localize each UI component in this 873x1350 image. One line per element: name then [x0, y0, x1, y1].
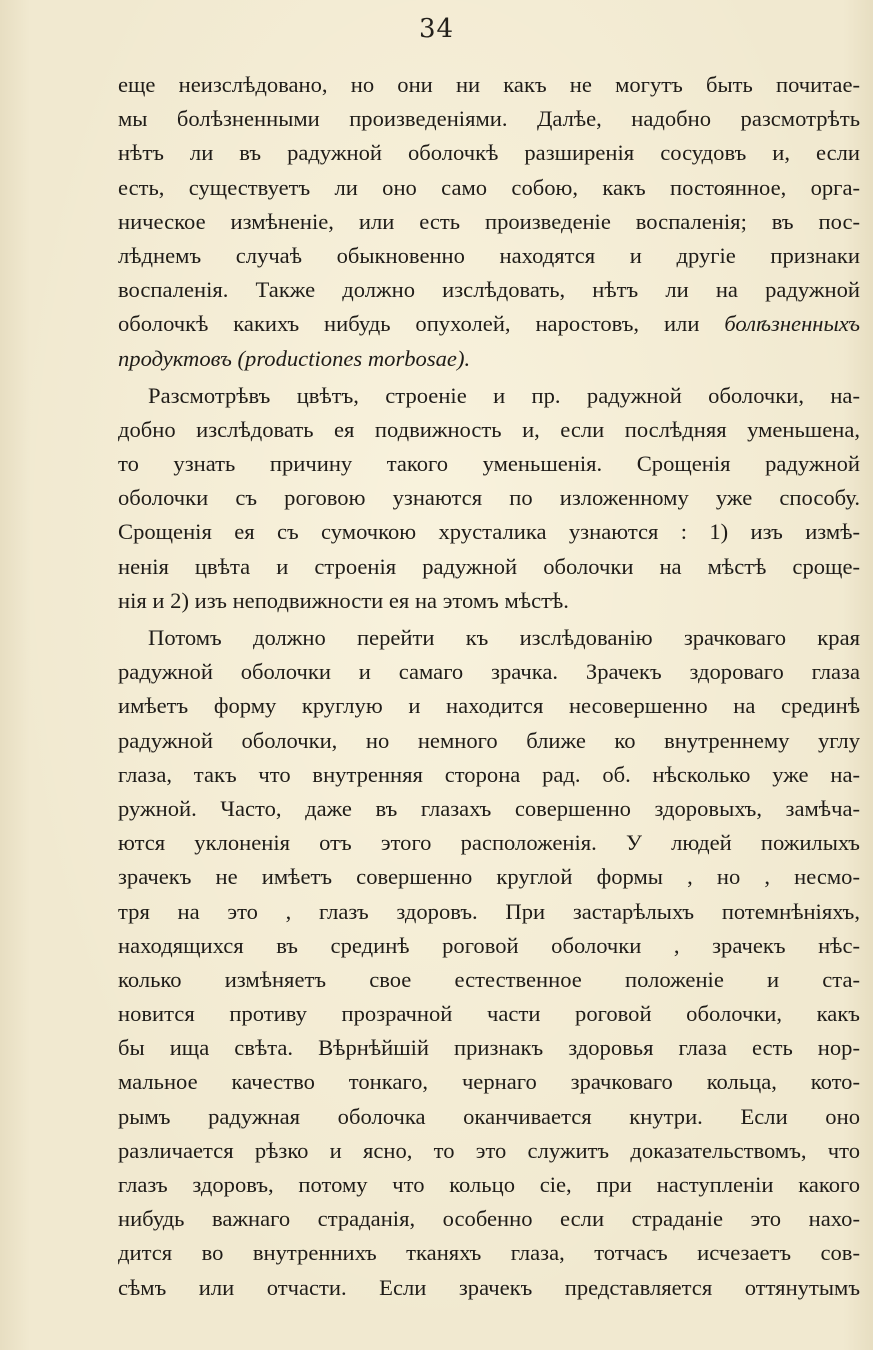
- text-line: радужной оболочки, но немного ближе ко внутреннему углу: [118, 727, 860, 753]
- text-line: еще неизслѣдовано, но они ни какъ не могутъ быть почитае-: [118, 72, 860, 97]
- text-line: нія и 2) изъ неподвижности ея на этомъ мѣстѣ.: [118, 587, 569, 613]
- text-line: различается рѣзко и ясно, то это служитъ доказательствомъ, что: [118, 1137, 860, 1163]
- text-line: воспаленія. Также должно изслѣдовать, нѣтъ ли на радужной: [118, 277, 860, 303]
- text-line: глаза, такъ что внутренняя сторона рад. об. нѣсколько уже на-: [118, 761, 860, 787]
- text-line: зрачекъ не имѣетъ совершенно круглой формы , но , несмо-: [118, 864, 860, 890]
- text-line-italic: продуктовъ (productiones morbosae).: [118, 345, 471, 371]
- text-line: мальное качество тонкаго, чернаго зрачковаго кольца, кото-: [118, 1069, 860, 1095]
- text-line: Разсмотрѣвъ цвѣтъ, строеніе и пр. радужной оболочки, на-: [148, 382, 860, 408]
- paragraph-3: [118, 621, 860, 1305]
- text-line: ружной. Часто, даже въ глазахъ совершенно здоровыхъ, замѣча-: [118, 795, 860, 821]
- text-line: оболочки съ роговою узнаются по изложенному уже способу.: [118, 485, 860, 511]
- paragraph-1: [118, 68, 860, 376]
- text-line: новится противу прозрачной части роговой оболочки, какъ: [118, 1001, 860, 1027]
- page-number: 34: [418, 14, 455, 44]
- text-line: ются уклоненія отъ этого расположенія. У людей пожилыхъ: [118, 830, 860, 856]
- text-line: имѣетъ форму круглую и находится несовершенно на срединѣ: [118, 693, 860, 719]
- text-line: находящихся въ срединѣ роговой оболочки , зрачекъ нѣс-: [118, 932, 860, 958]
- text-line: мы болѣзненными произведеніями. Далѣе, надобно разсмотрѣть: [118, 106, 860, 132]
- text-line: есть, существуетъ ли оно само собою, какъ постоянное, орга-: [118, 174, 860, 200]
- text-line: Потомъ должно перейти къ изслѣдованію зрачковаго края: [148, 625, 860, 650]
- text-line-roman: оболочкѣ какихъ нибудь опухолей, наростовъ, или: [118, 311, 700, 337]
- text-line: бы ища свѣта. Вѣрнѣйшій признакъ здоровья глаза есть нор-: [118, 1035, 860, 1061]
- text-line: добно изслѣдовать ея подвижность и, если послѣдняя уменьшена,: [118, 416, 860, 442]
- text-line: нибудь важнаго страданія, особенно если страданіе это нахо-: [118, 1206, 860, 1232]
- text-line: ническое измѣненіе, или есть произведеніе воспаленія; въ пос-: [118, 208, 860, 234]
- text-line: глазъ здоровъ, потому что кольцо сіе, при наступленіи какого: [118, 1172, 860, 1197]
- text-line: Срощенія ея съ сумочкою хрусталика узнаются : 1) изъ измѣ-: [118, 519, 860, 545]
- text-line: дится во внутреннихъ тканяхъ глаза, тотчасъ исчезаетъ сов-: [118, 1240, 860, 1266]
- text-line: колько измѣняетъ свое естественное положеніе и ста-: [118, 966, 860, 992]
- text-line: нѣтъ ли въ радужной оболочкѣ разширенія сосудовъ и, если: [118, 140, 860, 166]
- text-line: лѣднемъ случаѣ обыкновенно находятся и другіе признаки: [118, 242, 860, 268]
- text-line: рымъ радужная оболочка оканчивается кнутри. Если оно: [118, 1103, 860, 1129]
- text-line-mixed: [118, 307, 860, 341]
- text-line: радужной оболочки и самаго зрачка. Зрачекъ здороваго глаза: [118, 659, 860, 685]
- text-line: ненія цвѣта и строенія радужной оболочки на мѣстѣ сроще-: [118, 553, 860, 579]
- text-line: то узнать причину такого уменьшенія. Срощенія радужной: [118, 451, 860, 477]
- text-line: сѣмъ или отчасти. Если зрачекъ представляется оттянутымъ: [118, 1274, 860, 1300]
- text-line: тря на это , глазъ здоровъ. При застарѣлыхъ потемнѣніяхъ,: [118, 898, 860, 924]
- text-line-italic: болѣзненныхъ: [724, 311, 860, 337]
- paragraph-2: [118, 379, 860, 618]
- page-body: [118, 68, 860, 1305]
